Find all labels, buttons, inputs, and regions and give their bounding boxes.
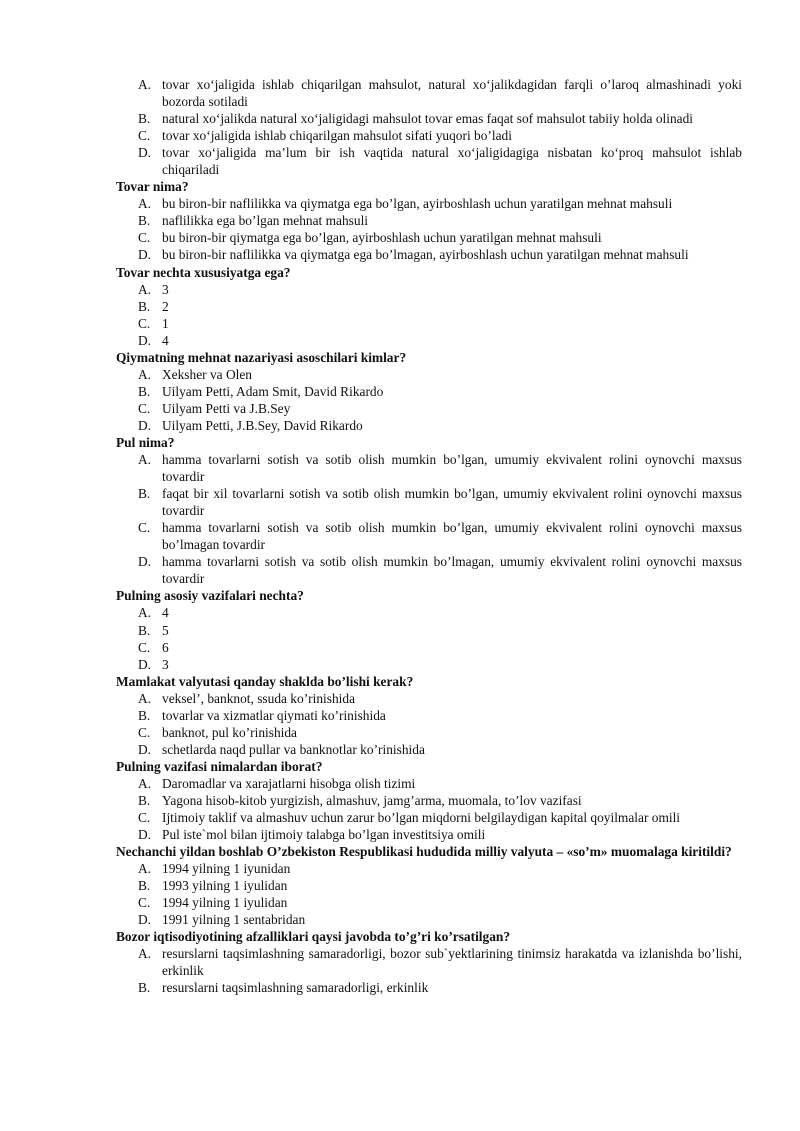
option-text: tovar xo‘jaligida ishlab chiqarilgan mahsulot sifati yuqori bo’ladi	[162, 128, 512, 144]
answer-option	[116, 400, 742, 417]
option-letter: B.	[138, 111, 151, 127]
answer-list	[116, 451, 742, 587]
option-letter: C.	[138, 639, 151, 655]
option-letter: C.	[138, 230, 151, 246]
option-text: bu biron-bir naflilikka va qiymatga ega bo’lmagan, ayirboshlash uchun yaratilgan mehnat mahsuli	[162, 247, 689, 263]
answer-option	[116, 281, 742, 298]
question-block	[116, 178, 742, 263]
answer-option	[116, 485, 742, 519]
option-text: Uilyam Petti, Adam Smit, David Rikardo	[162, 383, 384, 399]
option-letter: D.	[138, 656, 152, 672]
question-block	[116, 349, 742, 434]
answer-option	[116, 724, 742, 741]
answer-option	[116, 894, 742, 911]
option-text: Yagona hisob-kitob yurgizish, almashuv, jamg’arma, muomala, to’lov vazifasi	[162, 792, 582, 808]
option-letter: B.	[138, 383, 151, 399]
answer-option	[116, 622, 742, 639]
option-text: 6	[162, 639, 169, 655]
answer-option	[116, 792, 742, 809]
option-letter: A.	[138, 690, 152, 706]
answer-option	[116, 945, 742, 979]
option-text: 1	[162, 315, 169, 331]
answer-list	[116, 690, 742, 758]
answer-option	[116, 383, 742, 400]
option-letter: C.	[138, 520, 151, 536]
option-text: Uilyam Petti va J.B.Sey	[162, 400, 291, 416]
option-letter: A.	[138, 281, 152, 297]
option-text: hamma tovarlarni sotish va sotib olish mumkin bo’lmagan, umumiy ekvivalent rolini oynovchi maxsus tovardir	[162, 554, 742, 587]
answer-list	[116, 366, 742, 434]
answer-option	[116, 775, 742, 792]
answer-option	[116, 656, 742, 673]
answer-option	[116, 741, 742, 758]
option-letter: B.	[138, 878, 151, 894]
answer-list	[116, 604, 742, 672]
answer-list	[116, 76, 742, 178]
question-text: Pulning asosiy vazifalari nechta?	[116, 588, 304, 604]
option-text: Ijtimoiy taklif va almashuv uchun zarur bo’lgan miqdorni belgilaydigan kapital qoyilmalar omili	[162, 810, 681, 826]
option-text: veksel’, banknot, ssuda ko’rinishida	[162, 690, 356, 706]
option-letter: B.	[138, 486, 151, 502]
option-letter: A.	[138, 775, 152, 791]
answer-option	[116, 911, 742, 928]
option-letter: D.	[138, 332, 152, 348]
option-text: 1993 yilning 1 iyulidan	[162, 878, 288, 894]
option-text: hamma tovarlarni sotish va sotib olish mumkin bo’lgan, umumiy ekvivalent rolini oynovchi maxsus tovardir	[162, 452, 742, 485]
option-letter: B.	[138, 298, 151, 314]
answer-option	[116, 519, 742, 553]
option-text: tovar xo‘jaligida ma’lum bir ish vaqtida natural xo‘jaligidagiga nisbatan ko‘proq mahsulot ishlab chiqariladi	[162, 145, 742, 178]
option-letter: C.	[138, 724, 151, 740]
option-text: 1991 yilning 1 sentabridan	[162, 912, 306, 928]
option-letter: A.	[138, 861, 152, 877]
option-text: faqat bir xil tovarlarni sotish va sotib olish mumkin bo’lgan, umumiy ekvivalent rolini oynovchi maxsus tovardir	[162, 486, 742, 519]
answer-option	[116, 451, 742, 485]
answer-option	[116, 127, 742, 144]
answer-option	[116, 76, 742, 110]
option-letter: D.	[138, 417, 152, 433]
answer-option	[116, 229, 742, 246]
question-block	[116, 434, 742, 587]
answer-option	[116, 707, 742, 724]
option-text: schetlarda naqd pullar va banknotlar ko’rinishida	[162, 741, 425, 757]
option-text: Pul iste`mol bilan ijtimoiy talabga bo’lgan investitsiya omili	[162, 827, 486, 843]
option-letter: A.	[138, 366, 152, 382]
option-text: Uilyam Petti, J.B.Sey, David Rikardo	[162, 417, 363, 433]
answer-option	[116, 110, 742, 127]
question-text: Pul nima?	[116, 434, 175, 450]
option-text: 3	[162, 281, 169, 297]
answer-option	[116, 298, 742, 315]
answer-option	[116, 553, 742, 587]
option-text: 4	[162, 332, 169, 348]
question-text: Nechanchi yildan boshlab O’zbekiston Respublikasi hududida milliy valyuta – «so’m» muomalaga kiritildi?	[116, 844, 732, 860]
question-text: Bozor iqtisodiyotining afzalliklari qaysi javobda to’g’ri ko’rsatilgan?	[116, 929, 511, 945]
option-text: 3	[162, 656, 169, 672]
option-text: bu biron-bir naflilikka va qiymatga ega bo’lgan, ayirboshlash uchun yaratilgan mehnat mahsuli	[162, 196, 673, 212]
option-text: 2	[162, 298, 169, 314]
question-text: Pulning vazifasi nimalardan iborat?	[116, 758, 323, 774]
option-letter: D.	[138, 827, 152, 843]
option-text: resurslarni taqsimlashning samaradorligi, erkinlik	[162, 980, 429, 996]
option-letter: C.	[138, 128, 151, 144]
option-letter: C.	[138, 400, 151, 416]
question-block	[116, 843, 742, 928]
answer-list	[116, 195, 742, 263]
option-text: 5	[162, 622, 169, 638]
option-text: banknot, pul ko’rinishida	[162, 724, 298, 740]
answer-option	[116, 144, 742, 178]
option-text: bu biron-bir qiymatga ega bo’lgan, ayirboshlash uchun yaratilgan mehnat mahsuli	[162, 230, 602, 246]
question-text: Tovar nima?	[116, 179, 189, 195]
answer-option	[116, 826, 742, 843]
question-block	[116, 758, 742, 843]
answer-option	[116, 690, 742, 707]
option-text: 1994 yilning 1 iyulidan	[162, 895, 288, 911]
option-letter: C.	[138, 895, 151, 911]
option-text: resurslarni taqsimlashning samaradorligi, bozor sub`yektlarining tinimsiz harakatda va izlanishda bo’lishi, erkinlik	[162, 946, 742, 979]
answer-option	[116, 417, 742, 434]
answer-option	[116, 366, 742, 383]
option-letter: B.	[138, 213, 151, 229]
option-letter: A.	[138, 452, 152, 468]
option-letter: D.	[138, 554, 152, 570]
option-letter: B.	[138, 622, 151, 638]
answer-option	[116, 195, 742, 212]
option-letter: B.	[138, 707, 151, 723]
option-text: naflilikka ega bo’lgan mehnat mahsuli	[162, 213, 369, 229]
option-letter: D.	[138, 145, 152, 161]
option-text: hamma tovarlarni sotish va sotib olish mumkin bo’lgan, umumiy ekvivalent rolini oynovchi maxsus bo’lmagan tovardir	[162, 520, 742, 553]
answer-list	[116, 281, 742, 349]
question-block	[116, 76, 742, 178]
option-text: 4	[162, 605, 169, 621]
option-text: Daromadlar va xarajatlarni hisobga olish tizimi	[162, 775, 416, 791]
answer-list	[116, 945, 742, 996]
answer-list	[116, 860, 742, 928]
option-letter: C.	[138, 315, 151, 331]
option-text: Xeksher va Olen	[162, 366, 252, 382]
option-text: tovarlar va xizmatlar qiymati ko’rinishida	[162, 707, 386, 723]
answer-option	[116, 315, 742, 332]
option-text: 1994 yilning 1 iyunidan	[162, 861, 291, 877]
option-letter: B.	[138, 980, 151, 996]
answer-option	[116, 979, 742, 996]
answer-option	[116, 860, 742, 877]
option-letter: A.	[138, 605, 152, 621]
question-block	[116, 673, 742, 758]
question-block	[116, 928, 742, 996]
option-letter: A.	[138, 77, 152, 92]
option-letter: A.	[138, 196, 152, 212]
answer-list	[116, 775, 742, 843]
option-letter: B.	[138, 792, 151, 808]
answer-option	[116, 246, 742, 263]
question-block	[116, 587, 742, 672]
option-letter: D.	[138, 247, 152, 263]
question-text: Qiymatning mehnat nazariyasi asoschilari kimlar?	[116, 349, 407, 365]
option-letter: D.	[138, 912, 152, 928]
answer-option	[116, 877, 742, 894]
answer-option	[116, 332, 742, 349]
answer-option	[116, 809, 742, 826]
option-text: tovar xo‘jaligida ishlab chiqarilgan mahsulot, natural xo‘jalikdagidan farqli o’laroq almashinadi yoki bozorda sotiladi	[162, 77, 742, 110]
question-text: Tovar nechta xususiyatga ega?	[116, 264, 291, 280]
question-text: Mamlakat valyutasi qanday shaklda bo’lishi kerak?	[116, 673, 414, 689]
option-text: natural xo‘jalikda natural xo‘jaligidagi mahsulot tovar emas faqat sof mahsulot tabiiy holda olinadi	[162, 111, 694, 127]
option-letter: C.	[138, 810, 151, 826]
question-block	[116, 264, 742, 349]
answer-option	[116, 212, 742, 229]
answer-option	[116, 639, 742, 656]
answer-option	[116, 604, 742, 621]
option-letter: D.	[138, 741, 152, 757]
option-letter: A.	[138, 946, 152, 962]
